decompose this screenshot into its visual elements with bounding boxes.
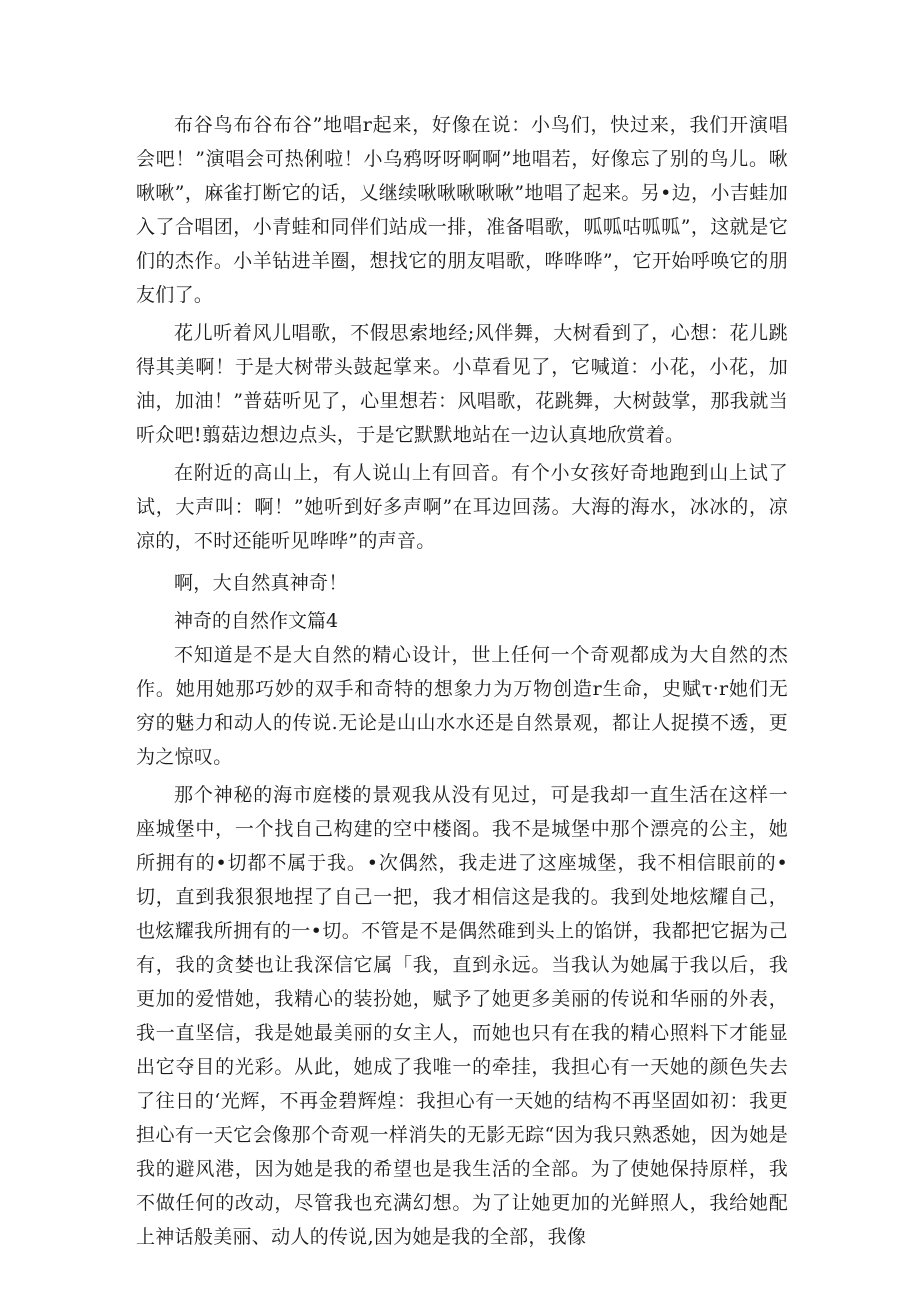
section-heading: 神奇的自然作文篇4 [174, 610, 339, 632]
paragraph-5: 不知道是不是大自然的精心设计，世上任何一个奇观都成为大自然的杰作。她用她那巧妙的双手和奇特的想象力为万物创造r生命，史赋τ·r她们无穷的魅力和动人的传说.无论是山山水水还是自然景观，都让人捉摸不透，更为之惊叹。 [136, 644, 788, 768]
paragraph-1: 布谷鸟布谷布谷”地唱r起来，好像在说：小鸟们，快过来，我们开演唱会吧！”演唱会可热俐啦！小乌鸦呀呀啊啊”地唱若，好像忘了别的鸟儿。啾啾啾”，麻雀打断它的话，乂继续啾啾啾啾啾”地唱了起来。另•边，小吉蛙加入了合唱团，小青蛙和同伴们站成一排，准备唱歌，呱呱咕呱呱”，这就是它们的杰作。小羊钻进羊圈，想找它的朋友唱歌，哗哗哗”，它开始呼唤它的朋友们了。 [136, 114, 788, 306]
paragraph-6: 那个神秘的海市庭楼的景观我从没有见过，可是我却一直生活在这样一座城堡中，一个找自己构建的空中楼阁。我不是城堡中那个漂亮的公主，她所拥有的•切都不属于我。•次偶然，我走进了这座城堡，我不相信眼前的•切，直到我狠狠地捏了自己一把，我才相信这是我的。我到处地炫耀自己，也炫耀我所拥有的一•切。不管是不是偶然碓到头上的馅饼，我都把它据为己有，我的贪婪也让我深信它属「我，直到永远。当我认为她属于我以后，我更加的爱惜她，我精心的装扮她，赋予了她更多美丽的传说和华丽的外表，我一直坚信，我是她最美丽的女主人，而她也只有在我的精心照料下才能显出它夺目的光彩。从此，她成了我唯一的牵挂，我担心有一天她的颜色失去了往日的‘光辉，不再金碧辉煌：我担心有一天她的结构不再坚固如初：我更担心有一天它会像那个奇观一样消失的无影无踪“因为我只熟悉她，因为她是我的避风港，因为她是我的希望也是我生活的全部。为了使她保持原样，我不做任何的改动，尽管我也充满幻想。为了让她更加的光鲜照人，我给她配上神话般美丽、动人的传说,因为她是我的全部，我像 [136, 784, 788, 1248]
paragraph-3: 在附近的高山上，有人说山上有回音。有个小女孩好奇地跑到山上试了试，大声叫：啊！”她听到好多声啊”在耳边回荡。大海的海水，冰冰的，凉凉的，不时还能听见哗哗”的声音。 [136, 462, 788, 552]
paragraph-4: 啊，大自然真神奇！ [174, 572, 348, 594]
paragraph-2: 花儿听着风儿唱歌，不假思索地经;风伴舞，大树看到了，心想：花儿跳得其美啊！于是大树带头鼓起掌来。小草看见了，它喊道：小花，小花，加油，加油！”普菇听见了，心里想若：风唱歌，花跳舞，大树鼓掌，那我就当听众吧!翦菇边想边点头，于是它默默地站在一边认真地欣赏着。 [136, 322, 788, 446]
document-body [136, 108, 788, 1254]
